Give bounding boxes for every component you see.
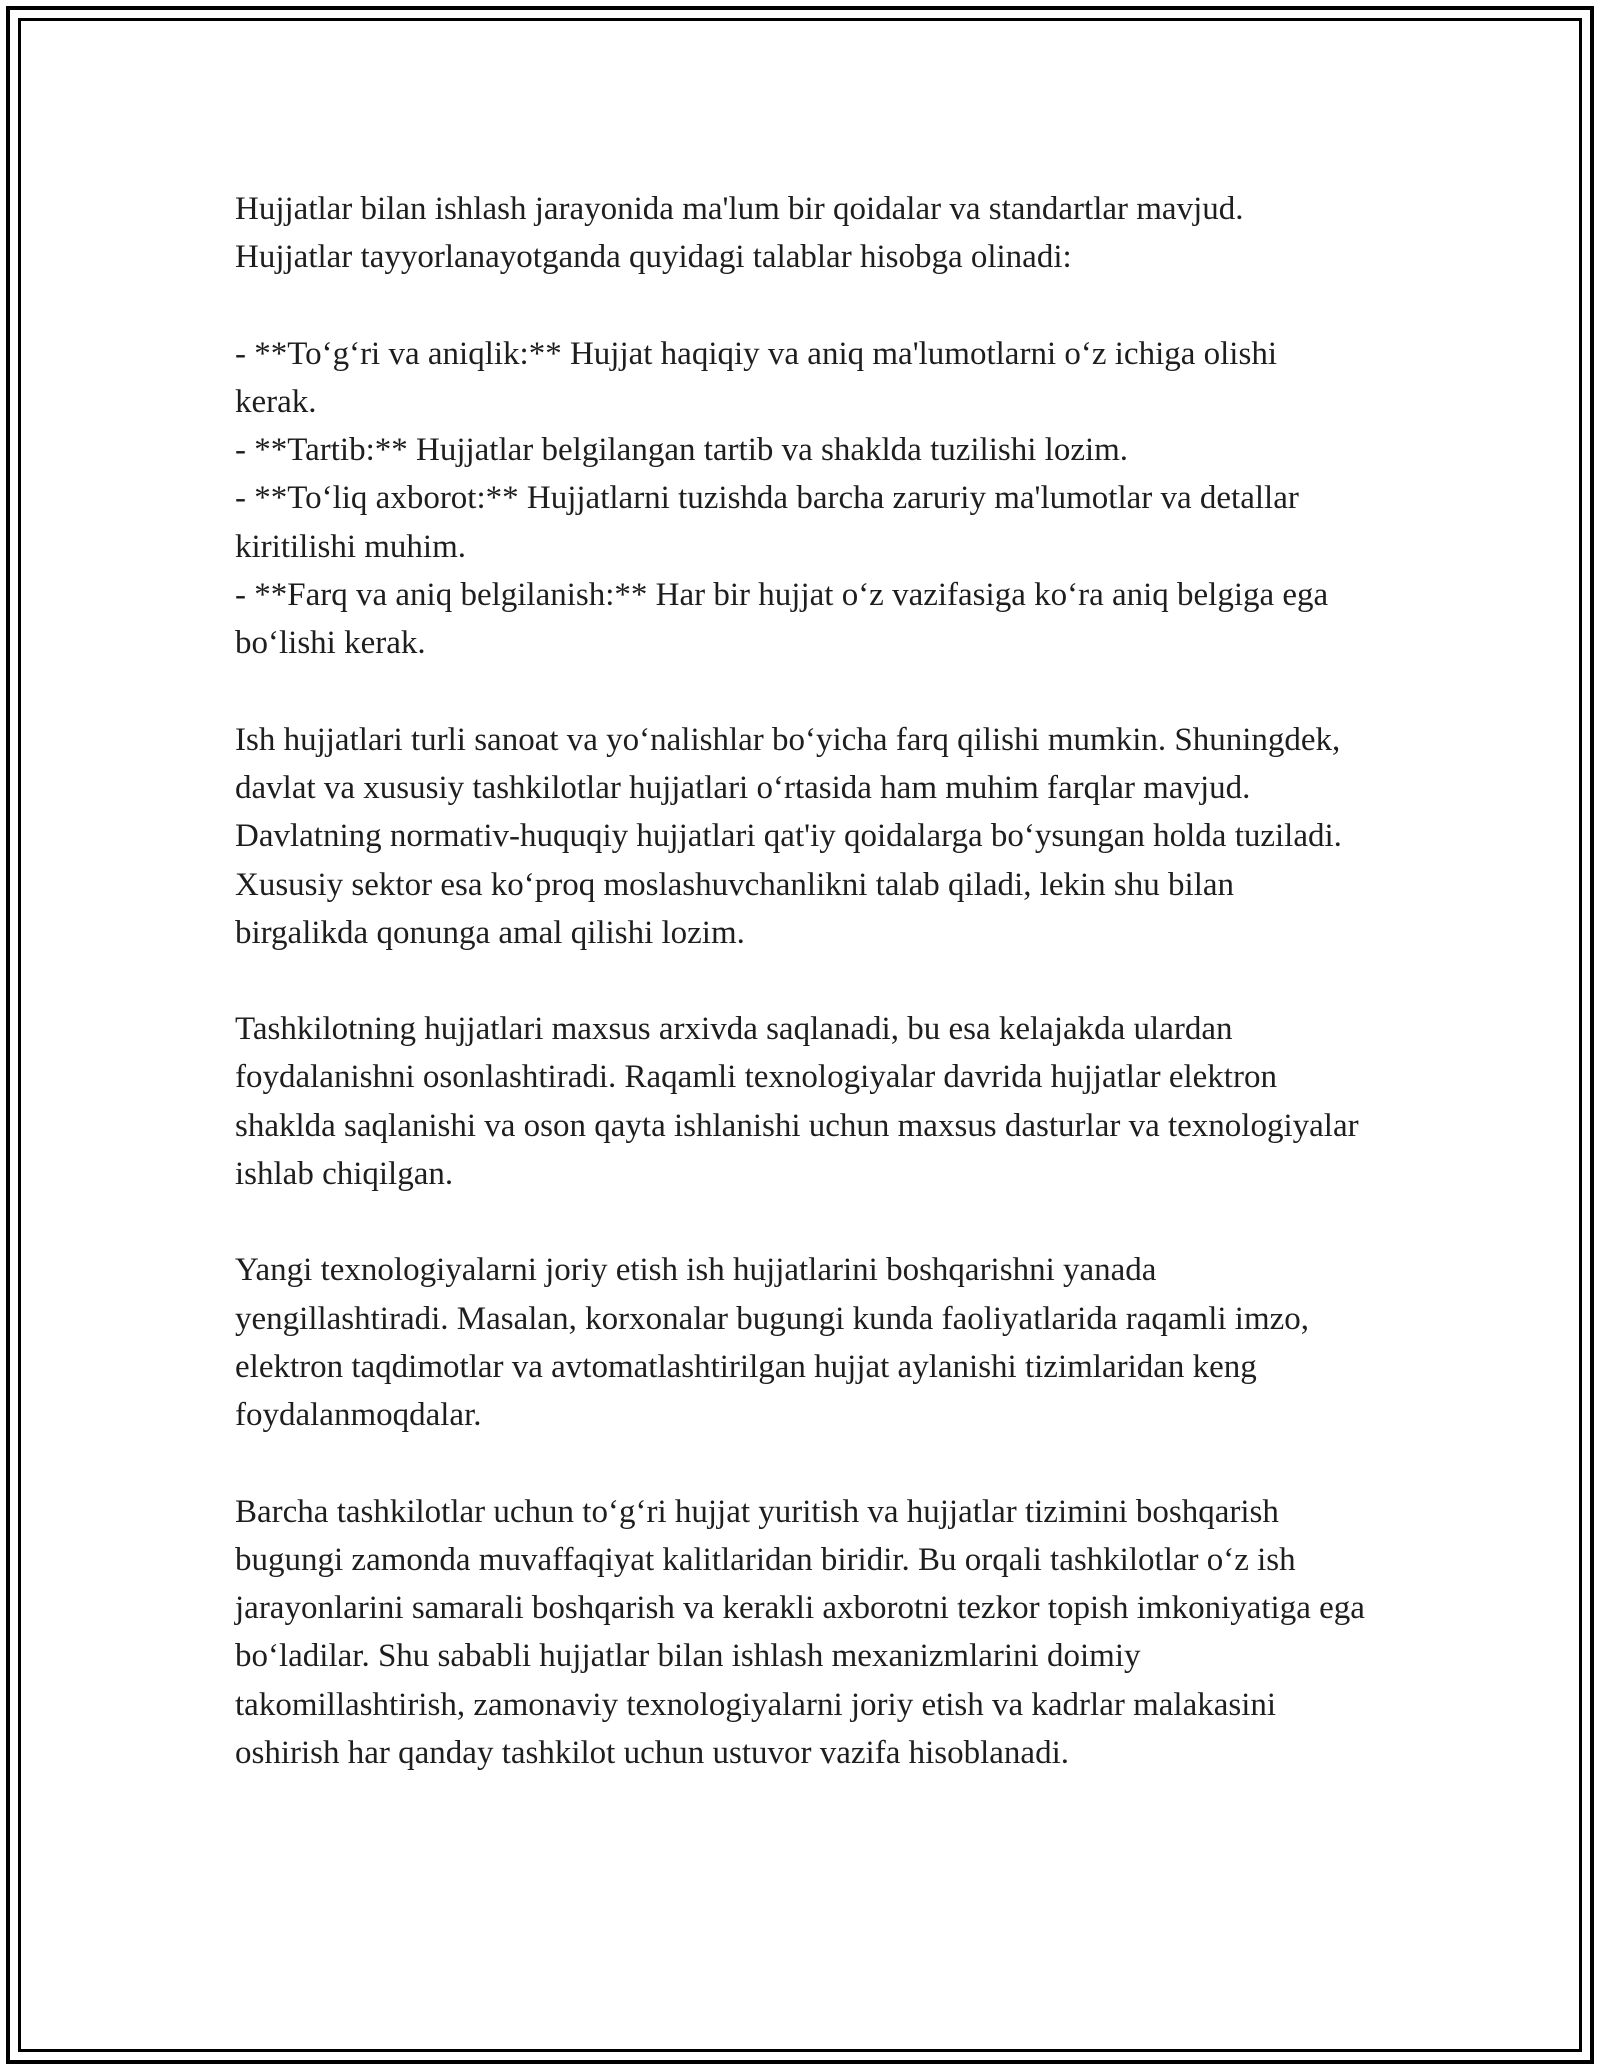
body-paragraph: Barcha tashkilotlar uchun to‘g‘ri hujjat yuritish va hujjatlar tizimini boshqarish bugungi zamonda muvaffaqiyat kalitlaridan biridir. Bu orqali tashkilotlar o‘z ish jarayonlarini samarali boshqarish va kerakli axborotni tezkor topish imkoniyatiga ega bo‘ladilar. Shu sababli hujjatlar bilan ishlash mexanizmlarini doimiy takomillashtirish, zamonaviy texnologiyalarni joriy etish va kadrlar malakasini oshirish har qanday tashkilot uchun ustuvor vazifa hisoblanadi. (235, 1493, 1365, 1772)
list-item: - **Farq va aniq belgilanish:** Har bir hujjat o‘z vazifasiga ko‘ra aniq belgiga ega bo‘lishi kerak. (235, 577, 1329, 662)
list-item: - **Tartib:** Hujjatlar belgilangan tartib va shaklda tuzilishi lozim. (235, 432, 1129, 469)
list-item: - **To‘liq axborot:** Hujjatlarni tuzishda barcha zaruriy ma'lumotlar va detallar kiritilishi muhim. (235, 480, 1299, 565)
requirements-list (235, 330, 1365, 668)
body-paragraph: Yangi texnologiyalarni joriy etish ish hujjatlarini boshqarishni yanada yengillashtiradi. Masalan, korxonalar bugungi kunda faoliyatlarida raqamli imzo, elektron taqdimotlar va avtomatlashtirilgan hujjat aylanishi tizimlaridan keng foydalanmoqdalar. (235, 1252, 1310, 1434)
body-paragraph: Tashkilotning hujjatlari maxsus arxivda saqlanadi, bu esa kelajakda ulardan foydalanishni osonlashtiradi. Raqamli texnologiyalar davrida hujjatlar elektron shaklda saqlanishi va oson qayta ishlanishi uchun maxsus dasturlar va texnologiyalar ishlab chiqilgan. (235, 1011, 1359, 1193)
document-body (235, 185, 1365, 1825)
body-paragraph: Ish hujjatlari turli sanoat va yo‘nalishlar bo‘yicha farq qilishi mumkin. Shuningdek, davlat va xususiy tashkilotlar hujjatlari o‘rtasida ham muhim farqlar mavjud. Davlatning normativ-huquqiy hujjatlari qat'iy qoidalarga bo‘ysungan holda tuziladi. Xususiy sektor esa ko‘proq moslashuvchanlikni talab qiladi, lekin shu bilan birgalikda qonunga amal qilishi lozim. (235, 721, 1342, 951)
intro-paragraph: Hujjatlar bilan ishlash jarayonida ma'lum bir qoidalar va standartlar mavjud. Hujjatlar tayyorlanayotganda quyidagi talablar hisobga olinadi: (235, 191, 1244, 276)
list-item: - **To‘g‘ri va aniqlik:** Hujjat haqiqiy va aniq ma'lumotlarni o‘z ichiga olishi kerak. (235, 335, 1277, 420)
